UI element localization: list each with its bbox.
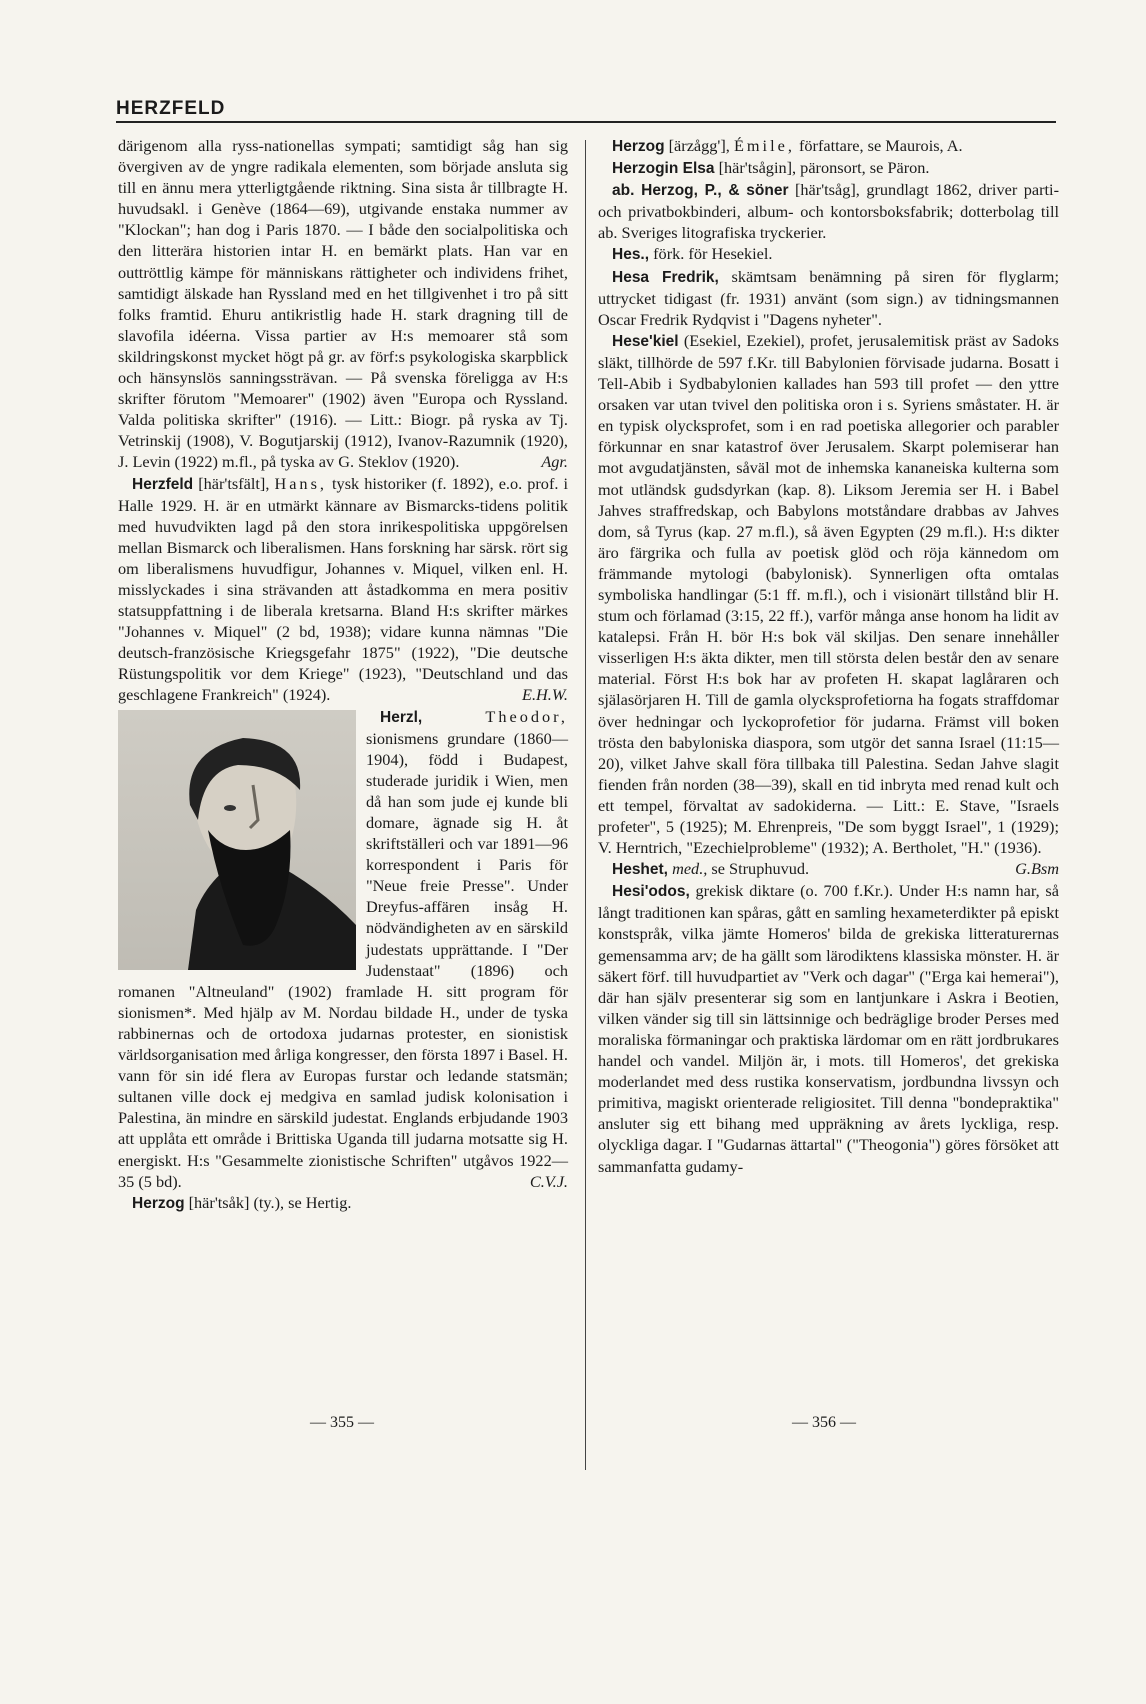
- entry-herzfeld: Herzfeld [här'tsfält], Hans, tysk historiker (f. 1892), e.o. prof. i Halle 1929. H. är en utmärkt kännare av Bismarcks-tidens politik med huvudvikten lagd på den stora inrikespolitiska uppgörelsen mellan Bismarck och liberalismen. Hans forskning har särsk. rört sig om liberalismens huvudfigur, Johannes v. Miquel, vilken enl. H. misslyckades i sina strävanden att åstadkomma en mera positiv statsuppfattning i de liberala kretsarna. Bland H:s skrifter märkes "Johannes v. Miquel" (2 bd, 1938); vidare kunna nämnas "Die deutsch-französische Kriegsgefahr 1875" (1922), "Die deutsche Rüstungspolitik vor dem Kriege" (1923), "Deutschland und das geschlagene Frankreich" (1924). E.H.W.: [118, 473, 568, 705]
- herzen-continuation: därigenom alla ryss-nationellas sympati; samtidigt såg han sig övergiven av de yngre radikala elementen, som började ansluta sig till en ännu mera ytterligtgående riktning. Sina sista år tillbragte H. huvudsakl. i Genève (1864—69), utgivande enstaka nummer av "Klockan"; han dog i Paris 1870. — I både den socialpolitiska och den litterära historien intar H. en bemärkt plats. Han var en outtröttlig kämpe för människans rättigheter och individens frihet, samtidigt älskade han Ryssland med en het tillgivenhet i tro på sitt folks framtid. Ehuru antikristlig hade H. stark dragning till de slavofila idéerna. Vissa partier av H:s memoarer stå som skildringskonst mycket högt på gr. av förf:s psykologiska skarpblick och hänsynslös sanningssträvan. — På svenska föreligga av H:s skrifter förutom "Memoarer" (1902) även "Europa och Ryssland. Valda politiska skrifter" (1916). — Litt.: Biogr. på ryska av Tj. Vetrinskij (1908), V. Bogutjarskij (1912), Ivanov-Razumnik (1920), J. Levin (1922) m.fl., på tyska av G. Steklov (1920). Agr.: [118, 136, 568, 472]
- headword: Heshet,: [612, 861, 668, 879]
- header-rule: [116, 121, 1056, 123]
- entry-herzog-soner: ab. Herzog, P., & söner [här'tsåg], grundlagt 1862, driver parti- och privatbokbinderi, album- och kontorsboksfabrik; dotterbolag till ab. Sveriges litografiska tryckerier.: [598, 180, 1059, 243]
- entry-hesekiel: Hese'kiel (Esekiel, Ezekiel), profet, jerusalemitisk präst av Sadoks släkt, tillhörde de 597 f.Kr. till Babylonien förvisade judarna. Bosatt i Tell-Abib i Sydbabylonien kallades han 593 till profet — den yttre orsaken var utan tvivel den politiska oron i s. Syriens småstater. H. är en typisk olycksprofet, som i en rad poetiska allegorier och parabler förkunnar en snar katastrof över Jerusalem. Skarpt polemiserar han mot avgudatjänsten, såväl mot de inhemska kananeiska kulterna som mot utländsk gudsdyrkan (kap. 8). Liksom Jeremia ser H. i Babel Jahves straffredskap, och Babylons motståndare drabbas av Jahves dom, så Tyrus (kap. 27 m.fl.), så även Egypten (29 m.fl.). H:s dikter äro färgrika och fulla av poetisk glöd och röja kännedom om främmande mytologi (babylonisk). Synnerligen ofta omtalas symboliska handlingar (5:1 ff. m.fl.), och i visionärt tillstånd blir H. stum och förlamad (3:15, 22 ff.), varför många anse honom ha lidit av katalepsi. Från H. bör H:s bok väl skiljas. Den senare innehåller visserligen H:s äkta dikter, men till största delen består den av senare material. Först H:s bok har av profeten H. skapat laglåraren och själasörjaren H. Till de gamla olycksprofetiorna ha fogats straffdomar över hedningar och lyckoprofetior för judarna. Främst vill boken trösta den babyloniska diaspora, som utgör det sanna Israel (11:15—20), vilket Jahve skall föra tillbaka till Palestina. Sedan Jahve slagit fienden från norden (38—39), skall en tid inbryta med renad kult och ett tempel, förvaltat av sadokiderna. — Litt.: E. Stave, "Israels profeter", 5 (1925); M. Ehrenpreis, "De som byggt Israel", 1 (1929); V. Herntrich, "Ezechielprobleme" (1932); A. Bertholet, "H." (1936). G.Bsm: [598, 330, 1059, 879]
- headword: ab. Herzog, P., & söner: [612, 182, 789, 200]
- headword: Herzl,: [380, 708, 423, 726]
- signature: C.V.J.: [529, 1171, 568, 1191]
- headword: Hese'kiel: [612, 332, 679, 350]
- entry-herzog-ty: Herzog [här'tsåk] (ty.), se Hertig.: [132, 1192, 352, 1212]
- entry-herzogin-elsa: Herzogin Elsa [här'tsågin], päronsort, se Päron.: [612, 158, 930, 178]
- portrait-photo: [118, 710, 356, 970]
- column-divider: [585, 140, 586, 1470]
- page-number-right: — 356 —: [792, 1414, 856, 1431]
- entry-heshet: Heshet, med., se Struphuvud.: [612, 859, 810, 879]
- entry-herzl: Herzl, Theodor, sionismens grundare (1860—1904), född i Budapest, studerade juridik i Wien, men då han som jude ej kunde bli domare, ägnade sig H. åt skriftställeri och var 1891—96 korrespondent i Paris för "Neue freie Presse". Under Dreyfus-affären insåg H. nödvändigheten av en särskild judestats upprättande. I "Der Judenstaat" (1896) och romanen "Altneuland" (1902) framlade H. sitt program för sionismen*. Med hjälp av M. Nordau bildade H., under de tyska rabbinernas och de ortodoxa judarnas protester, en sionistisk världsorganisation med årliga kongresser, den första 1897 i Basel. H. vann för sin idé flera av Europas furstar och ledande statsmän; sultanen ville dock ej medgiva en samlad judisk kolonisation i Palestina, än mindre en särskild judestat. Englands erbjudande 1903 att upplåta ett område i Brittiska Uganda till judarna motsatte sig H. energiskt. H:s "Gesammelte zionistische Schriften" utgåvos 1922—35 (5 bd). C.V.J.: [118, 706, 568, 1191]
- signature: Agr.: [541, 452, 568, 472]
- left-column: [118, 135, 568, 1214]
- entry-herzog-emile: Herzog [ärzågg'], Émile, författare, se Maurois, A.: [612, 136, 963, 155]
- headword: Hesi'odos,: [612, 883, 690, 901]
- headword: Herzfeld: [132, 475, 194, 493]
- headword: Herzog: [612, 138, 665, 155]
- headword: Herzogin Elsa: [612, 160, 715, 178]
- page-number-left: — 355 —: [310, 1414, 374, 1431]
- entry-hesiodos: Hesi'odos, grekisk diktare (o. 700 f.Kr.). Under H:s namn har, så långt traditionen kan spåras, gått en samling hexameterdikter på episkt konstspråk, vilka jämte Homeros' bilda de grekiska litteraturernas gemensamma arv; de ha gällt som lärodiktens klassiska mönster. H. är säkert förf. till huvudpartiet av "Verk och dagar" ("Erga kai hemerai"), där han själv presenterar sig som en lantjunkare i Askra i Beotien, vilken vänder sig till sin lättsinnige och bedräglige broder Perses med moraliska förmaningar och praktiska lärdomar om en rätt jordbrukares handel och vandel. Miljön är, i mots. till Homeros', det grekiska moderlandet med dess rustika konservatism, jordbundna livssyn och primitiva, magiskt orienterade religiositet. Till denna "bondepraktika" ansluter sig ett bihang med uppräkning av årets lyckliga, resp. olyckliga dagar. I "Gudarnas ättartal" ("Theogonia") göres försöket att sammanfatta gudamy-: [598, 881, 1059, 1176]
- headword: Hesa Fredrik,: [612, 268, 719, 286]
- entry-hes: Hes., förk. för Hesekiel.: [612, 244, 773, 264]
- headword: Herzog: [132, 1194, 185, 1212]
- signature: G.Bsm: [1015, 859, 1059, 879]
- signature: E.H.W.: [522, 685, 568, 705]
- right-column: [598, 135, 1059, 1177]
- entry-hesa-fredrik: Hesa Fredrik, skämtsam benämning på siren för flyglarm; uttrycket tidigast (fr. 1931) använt (som sign.) av tidningsmannen Oscar Fredrik Rydqvist i "Dagens nyheter".: [598, 266, 1059, 329]
- headword: Hes.,: [612, 246, 650, 264]
- herzl-portrait-image: [118, 710, 356, 970]
- running-head: HERZFELD: [116, 98, 226, 119]
